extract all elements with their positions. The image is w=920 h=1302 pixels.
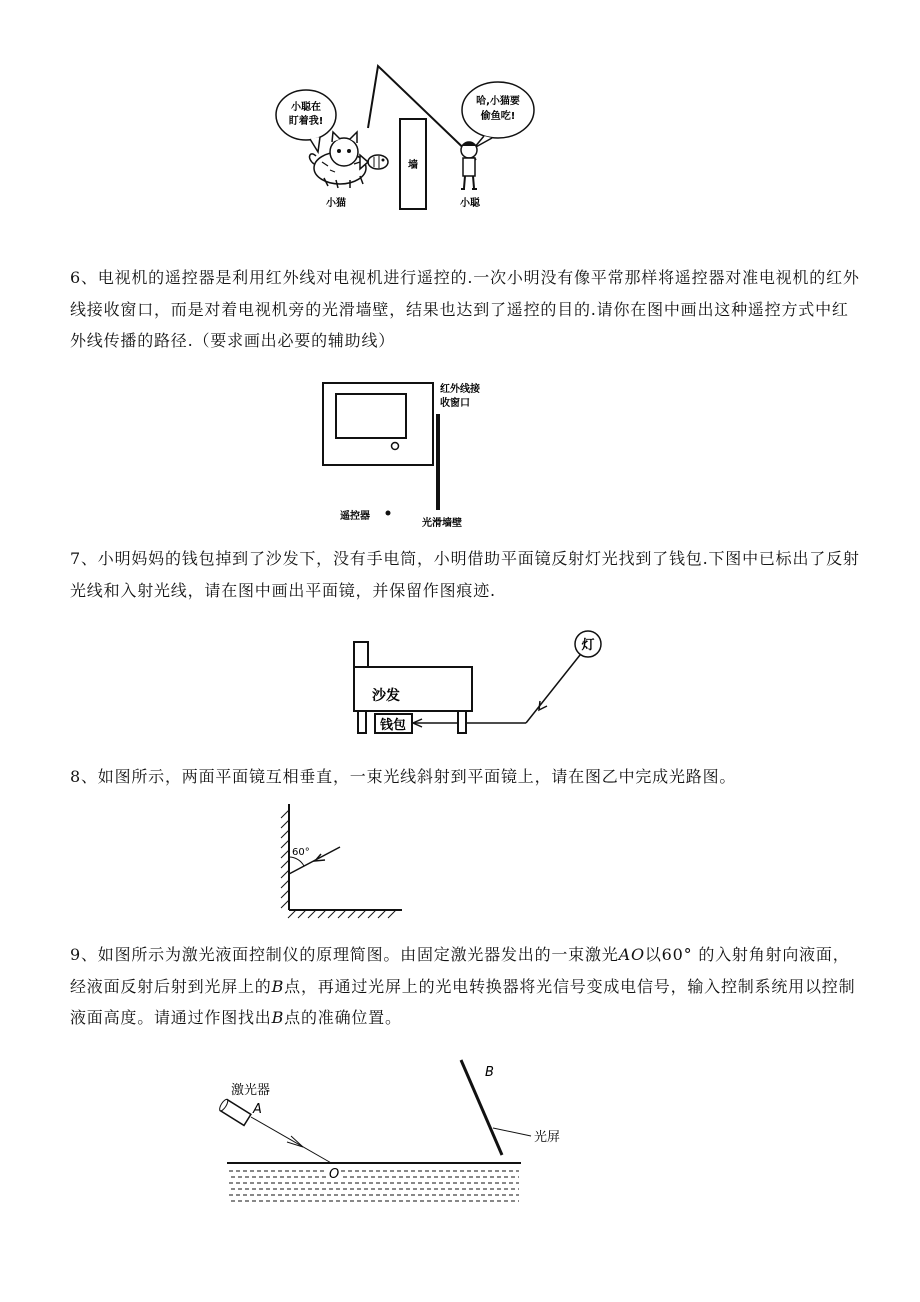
sofa-label: 沙发 <box>372 688 400 704</box>
q6-figure <box>318 380 518 530</box>
tv-outline <box>323 383 433 465</box>
boy-bubble-line2: 偷鱼吃! <box>480 111 516 122</box>
laser-ray-ao <box>251 1117 333 1164</box>
point-o-label: O <box>329 1167 340 1182</box>
light-screen <box>461 1060 502 1155</box>
question-7-text: 7、小明妈妈的钱包掉到了沙发下，没有手电筒，小明借助平面镜反射灯光找到了钱包.下图中已标出了反射光线和入射光线，请在图中画出平面镜，并保留作图痕迹. <box>70 549 860 600</box>
cat-label: 小猫 <box>326 198 346 209</box>
screen-label: 光屏 <box>534 1130 561 1145</box>
q9-point-b-2: B <box>271 1008 285 1027</box>
receiver-window <box>392 443 399 450</box>
point-a-label: A <box>253 1102 262 1117</box>
boy-drawing <box>461 142 477 189</box>
remote-label: 遥控器 <box>340 511 370 522</box>
q9-figure <box>225 1060 570 1210</box>
laser-device <box>218 1098 251 1125</box>
question-6-text: 6、电视机的遥控器是利用红外线对电视机进行遥控的.一次小明没有像平常那样将遥控器对准电视机的红外线接收窗口，而是对着电视机旁的光滑墙壁，结果也达到了遥控的目的.请你在图中画出这种遥控方式中红外线传播的路径.（要求画出必要的辅助线） <box>70 268 860 350</box>
wallet-label: 钱包 <box>379 718 407 733</box>
point-b-label: B <box>485 1065 494 1080</box>
remote-dot <box>386 511 391 516</box>
boy-speech-bubble <box>462 82 534 148</box>
laser-label: 激光器 <box>231 1083 271 1098</box>
q9-text-part3: 点，再通过光屏上的光电转换器将光信号变成电信号，输入控制系统用以控制液面高度。请通过作图找出 <box>70 976 856 1027</box>
wall-label: 墙 <box>408 160 418 171</box>
receiver-label-line1: 红外线接 <box>440 384 480 395</box>
cat-bubble-line2: 盯着我! <box>288 116 324 127</box>
lamp-label: 灯 <box>581 638 595 653</box>
q7-figure <box>350 630 610 740</box>
receiver-label-line2: 收窗口 <box>440 398 470 409</box>
boy-label: 小聪 <box>460 198 480 209</box>
boy-bubble-line1: 哈,小猫要 <box>476 96 520 107</box>
question-9-text <box>70 939 860 1034</box>
angle-label: 60° <box>292 847 310 858</box>
q9-text-part2: 以60° 的入射角射向液面，经液面反射后射到光屏上的 <box>70 945 850 996</box>
q8-figure <box>274 800 409 925</box>
cat-bubble-line1: 小聪在 <box>291 102 321 113</box>
question-8-text: 8、如图所示，两面平面镜互相垂直，一束光线斜射到平面镜上，请在图乙中完成光路图。 <box>70 767 737 786</box>
q9-text-part4: 点的准确位置。 <box>284 1008 402 1027</box>
q9-text-part1: 9、如图所示为激光液面控制仪的原理简图。由固定激光器发出的一束激光 <box>70 945 619 964</box>
q5-figure <box>270 60 540 220</box>
cat-speech-bubble <box>276 90 336 152</box>
tv-screen <box>336 394 406 438</box>
wall-label: 光滑墙壁 <box>422 518 462 529</box>
q9-point-b: B <box>271 976 285 996</box>
q9-ray-ao: AO <box>618 945 645 964</box>
